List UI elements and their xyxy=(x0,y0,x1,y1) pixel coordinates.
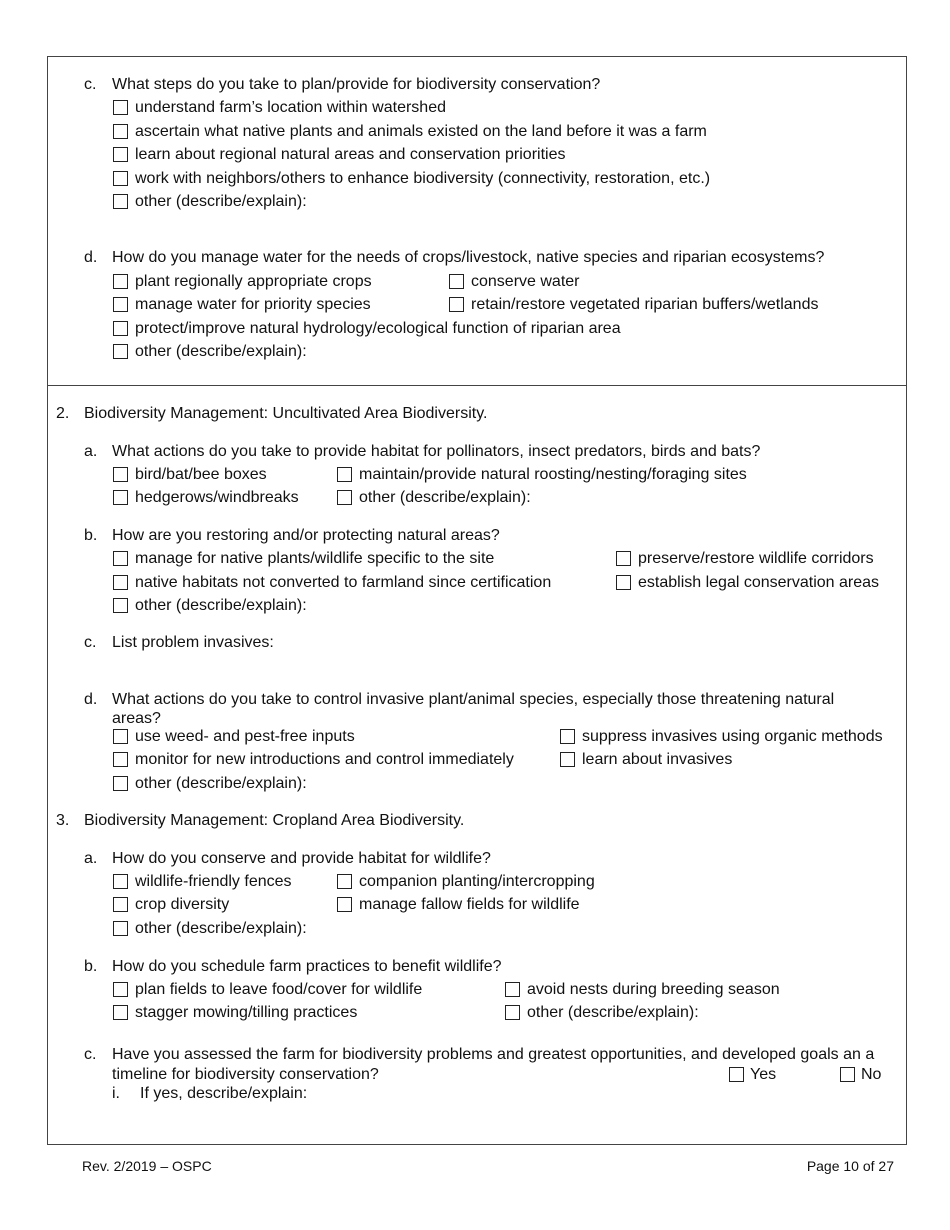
q1d-question: How do you manage water for the needs of crops/livestock, native species and riparian ecosystems? xyxy=(112,249,825,266)
q2d-option-4-checkbox[interactable] xyxy=(560,752,575,767)
q2d-option-4: learn about invasives xyxy=(582,751,733,768)
q2b-option-3: native habitats not converted to farmland since certification xyxy=(135,574,552,591)
q2d-question-line-2: areas? xyxy=(112,710,161,727)
footer-revision: Rev. 2/2019 – OSPC xyxy=(82,1158,212,1174)
q2d-option-1-checkbox[interactable] xyxy=(113,729,128,744)
q1c-option-3-checkbox[interactable] xyxy=(113,147,128,162)
q2d-option-3: monitor for new introductions and control immediately xyxy=(135,751,514,768)
q2a-option-1: bird/bat/bee boxes xyxy=(135,466,267,483)
q1d-letter: d. xyxy=(84,249,98,266)
q3c-yes-label: Yes xyxy=(750,1066,777,1083)
q3b-option-4-checkbox[interactable] xyxy=(505,1005,520,1020)
q2a-letter: a. xyxy=(84,443,98,460)
q3a-option-1-checkbox[interactable] xyxy=(113,874,128,889)
q3c-yes-checkbox[interactable] xyxy=(729,1067,744,1082)
q2a-option-3-checkbox[interactable] xyxy=(113,490,128,505)
q2b-option-2: preserve/restore wildlife corridors xyxy=(638,550,874,567)
q2a-option-2: maintain/provide natural roosting/nesting/foraging sites xyxy=(359,466,747,483)
q3b-option-1-checkbox[interactable] xyxy=(113,982,128,997)
q1d-option-1: plant regionally appropriate crops xyxy=(135,273,372,290)
q2a-option-2-checkbox[interactable] xyxy=(337,467,352,482)
q3b-letter: b. xyxy=(84,958,98,975)
section-2-title: Biodiversity Management: Uncultivated Area Biodiversity. xyxy=(84,405,488,422)
q2d-option-3-checkbox[interactable] xyxy=(113,752,128,767)
q1c-option-5: other (describe/explain): xyxy=(135,193,307,210)
q1c-option-4-checkbox[interactable] xyxy=(113,171,128,186)
q2d-option-5-checkbox[interactable] xyxy=(113,776,128,791)
q2a-question: What actions do you take to provide habitat for pollinators, insect predators, birds and bats? xyxy=(112,443,761,460)
q2d-letter: d. xyxy=(84,691,98,708)
q3b-option-4: other (describe/explain): xyxy=(527,1004,699,1021)
q1c-option-2-checkbox[interactable] xyxy=(113,124,128,139)
q1c-letter: c. xyxy=(84,76,97,93)
q2b-option-5: other (describe/explain): xyxy=(135,597,307,614)
q1d-option-3: manage water for priority species xyxy=(135,296,371,313)
q2b-option-4-checkbox[interactable] xyxy=(616,575,631,590)
q2d-option-5: other (describe/explain): xyxy=(135,775,307,792)
q2a-option-4: other (describe/explain): xyxy=(359,489,531,506)
q3a-option-1: wildlife-friendly fences xyxy=(135,873,292,890)
q2d-option-2: suppress invasives using organic methods xyxy=(582,728,883,745)
q1d-option-6-checkbox[interactable] xyxy=(113,344,128,359)
q1d-option-2-checkbox[interactable] xyxy=(449,274,464,289)
q3c-letter: c. xyxy=(84,1046,97,1063)
footer-page-number: Page 10 of 27 xyxy=(806,1158,894,1174)
q3b-option-2: avoid nests during breeding season xyxy=(527,981,780,998)
q1c-option-2: ascertain what native plants and animals existed on the land before it was a farm xyxy=(135,123,707,140)
q2a-option-1-checkbox[interactable] xyxy=(113,467,128,482)
q3b-question: How do you schedule farm practices to benefit wildlife? xyxy=(112,958,502,975)
q3a-option-3: crop diversity xyxy=(135,896,230,913)
q3c-sub-letter: i. xyxy=(112,1085,120,1102)
q2b-option-5-checkbox[interactable] xyxy=(113,598,128,613)
q3c-sub-text: If yes, describe/explain: xyxy=(140,1085,308,1102)
q3a-option-4: manage fallow fields for wildlife xyxy=(359,896,580,913)
q1d-option-5-checkbox[interactable] xyxy=(113,321,128,336)
section-3-title: Biodiversity Management: Cropland Area Biodiversity. xyxy=(84,812,465,829)
q3b-option-1: plan fields to leave food/cover for wildlife xyxy=(135,981,423,998)
q2a-option-3: hedgerows/windbreaks xyxy=(135,489,299,506)
q2b-option-1: manage for native plants/wildlife specific to the site xyxy=(135,550,495,567)
q2b-letter: b. xyxy=(84,527,98,544)
q3a-option-3-checkbox[interactable] xyxy=(113,897,128,912)
q1d-option-6: other (describe/explain): xyxy=(135,343,307,360)
q2a-option-4-checkbox[interactable] xyxy=(337,490,352,505)
q2d-option-1: use weed- and pest-free inputs xyxy=(135,728,355,745)
section-3-number: 3. xyxy=(56,812,70,829)
q3a-option-4-checkbox[interactable] xyxy=(337,897,352,912)
q2c-letter: c. xyxy=(84,634,97,651)
q3a-option-5: other (describe/explain): xyxy=(135,920,307,937)
q1d-option-1-checkbox[interactable] xyxy=(113,274,128,289)
q3a-option-2: companion planting/intercropping xyxy=(359,873,595,890)
q2d-question-line-1: What actions do you take to control invasive plant/animal species, especially those threatening natural xyxy=(112,691,835,708)
q2b-option-2-checkbox[interactable] xyxy=(616,551,631,566)
q2b-question: How are you restoring and/or protecting natural areas? xyxy=(112,527,500,544)
q3c-question-line-1: Have you assessed the farm for biodiversity problems and greatest opportunities, and developed goals an a xyxy=(112,1046,875,1063)
q3b-option-3-checkbox[interactable] xyxy=(113,1005,128,1020)
q3b-option-2-checkbox[interactable] xyxy=(505,982,520,997)
q1c-option-3: learn about regional natural areas and conservation priorities xyxy=(135,146,566,163)
q3c-question-line-2: timeline for biodiversity conservation? xyxy=(112,1066,379,1083)
q1d-option-4: retain/restore vegetated riparian buffers/wetlands xyxy=(471,296,819,313)
q2b-option-4: establish legal conservation areas xyxy=(638,574,880,591)
q2b-option-3-checkbox[interactable] xyxy=(113,575,128,590)
q1c-option-1-checkbox[interactable] xyxy=(113,100,128,115)
q3c-no-checkbox[interactable] xyxy=(840,1067,855,1082)
q3a-question: How do you conserve and provide habitat for wildlife? xyxy=(112,850,491,867)
q2c-question: List problem invasives: xyxy=(112,634,274,651)
q1d-option-3-checkbox[interactable] xyxy=(113,297,128,312)
q3a-letter: a. xyxy=(84,850,98,867)
q2d-option-2-checkbox[interactable] xyxy=(560,729,575,744)
q1d-option-5: protect/improve natural hydrology/ecological function of riparian area xyxy=(135,320,621,337)
q2b-option-1-checkbox[interactable] xyxy=(113,551,128,566)
q3b-option-3: stagger mowing/tilling practices xyxy=(135,1004,358,1021)
q1d-option-4-checkbox[interactable] xyxy=(449,297,464,312)
q1c-option-4: work with neighbors/others to enhance biodiversity (connectivity, restoration, etc.) xyxy=(135,170,711,187)
q3a-option-2-checkbox[interactable] xyxy=(337,874,352,889)
q1c-option-1: understand farm’s location within watershed xyxy=(135,99,446,116)
section-2-number: 2. xyxy=(56,405,70,422)
q3a-option-5-checkbox[interactable] xyxy=(113,921,128,936)
q1c-question: What steps do you take to plan/provide for biodiversity conservation? xyxy=(112,76,601,93)
q1c-option-5-checkbox[interactable] xyxy=(113,194,128,209)
q3c-no-label: No xyxy=(861,1066,882,1083)
q1d-option-2: conserve water xyxy=(471,273,580,290)
